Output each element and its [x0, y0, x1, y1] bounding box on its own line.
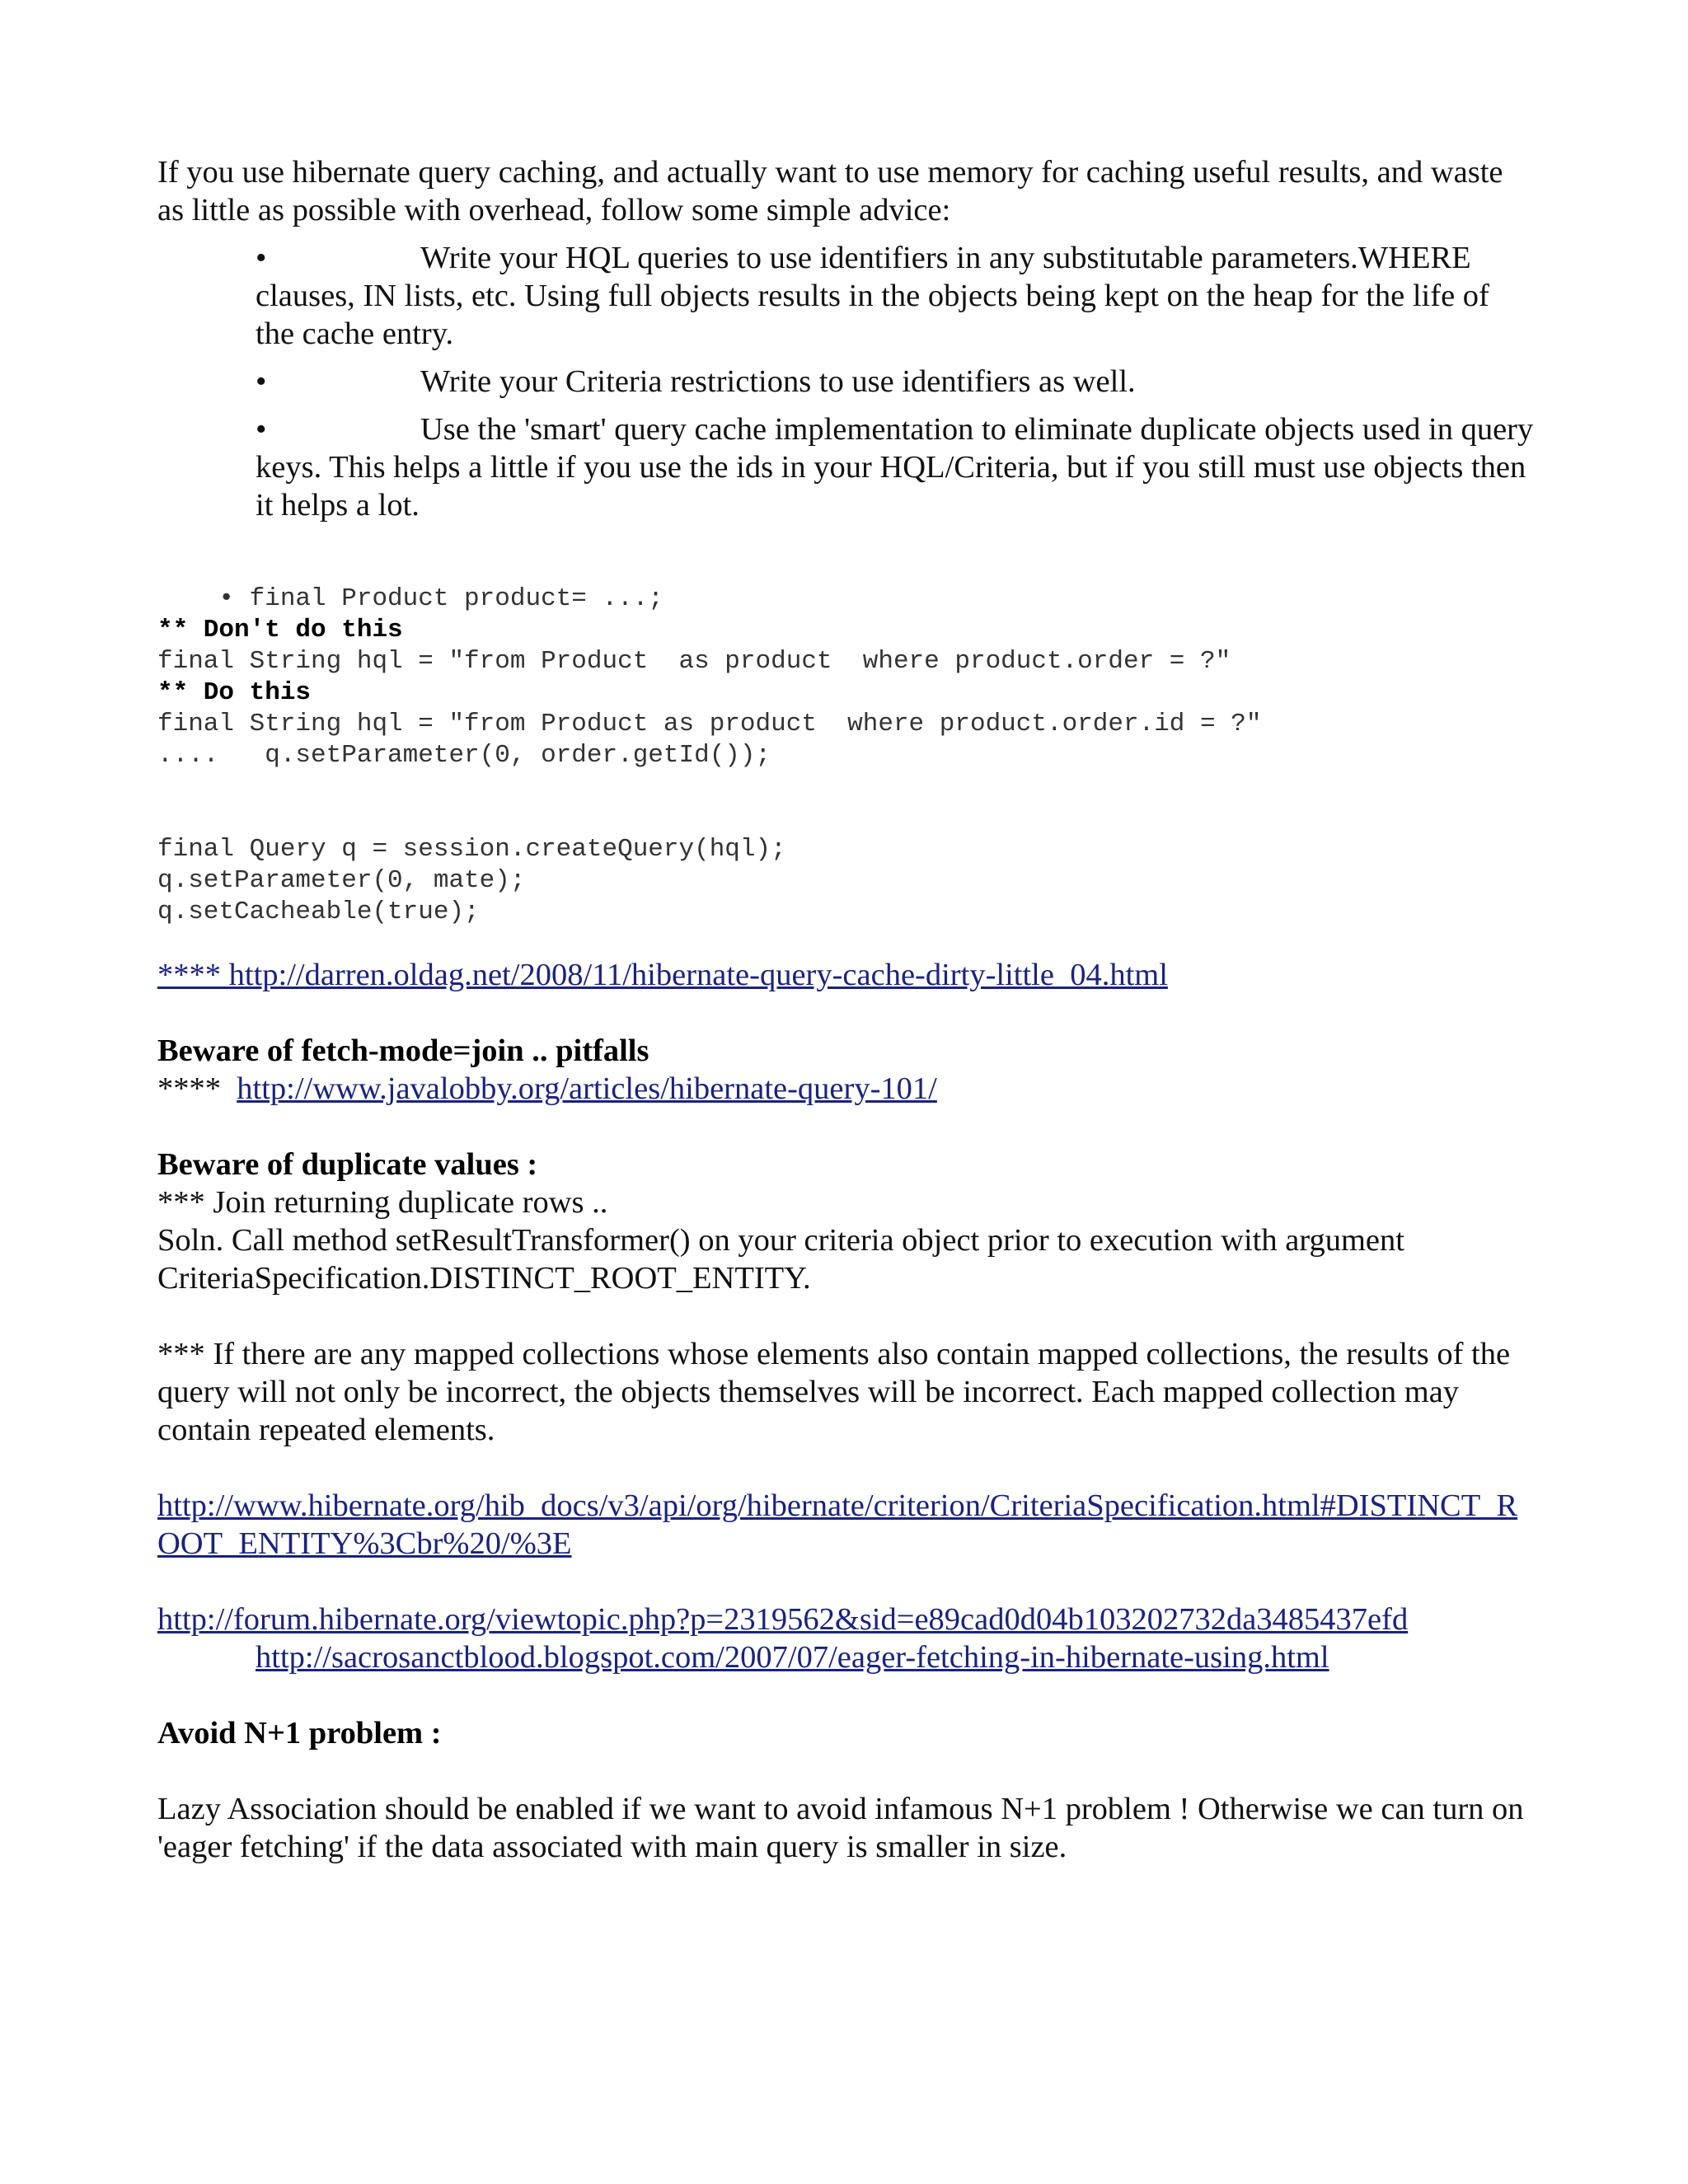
list-item-text: Write your Criteria restrictions to use identifiers as well.: [420, 364, 1136, 399]
solution-line: Soln. Call method setResultTransformer() on your criteria object prior to execution with argument CriteriaSpecification.DISTINCT_ROOT_ENTITY.: [157, 1223, 1404, 1296]
document-page: [157, 153, 1534, 1866]
duplicate-rows-line: *** Join returning duplicate rows ..: [157, 1185, 608, 1220]
code-line: final String hql = "from Product as product where product.order = ?": [157, 647, 1231, 676]
list-item: [256, 410, 1534, 524]
code-comment: ** Do this: [157, 678, 312, 707]
n-plus-one-heading: Avoid N+1 problem :: [157, 1716, 442, 1750]
fetch-mode-line: [157, 1070, 1534, 1108]
bullet-icon: •: [256, 364, 267, 399]
fetch-prefix: ****: [157, 1071, 237, 1106]
code-block-hql: [157, 583, 1534, 771]
code-line: • final Product product= ...;: [157, 584, 663, 613]
lazy-association-paragraph: Lazy Association should be enabled if we want to avoid infamous N+1 problem ! Otherwise we can turn on 'eager fetching' if the data associated with main query is smaller in size.: [157, 1792, 1524, 1864]
code-comment: ** Don't do this: [157, 616, 403, 644]
code-line: q.setParameter(0, mate);: [157, 866, 526, 895]
code-line: [157, 615, 1534, 646]
javalobby-link[interactable]: http://www.javalobby.org/articles/hibernate-query-101/: [237, 1071, 937, 1106]
code-line: .... q.setParameter(0, order.getId());: [157, 741, 771, 770]
list-item-text: Write your HQL queries to use identifiers in any substitutable parameters.WHERE clauses, IN lists, etc. Using full objects results in the objects being kept on the heap for the life of the cache entry.: [256, 241, 1489, 351]
advice-list: [256, 239, 1534, 524]
hibernate-forum-link[interactable]: http://forum.hibernate.org/viewtopic.php?p=2319562&sid=e89cad0d04b103202732da3485437efd: [157, 1602, 1409, 1637]
list-item: [256, 239, 1534, 353]
duplicate-values-heading: Beware of duplicate values :: [157, 1147, 538, 1182]
bullet-icon: •: [256, 412, 267, 447]
list-item: [256, 363, 1534, 401]
bullet-icon: •: [256, 241, 267, 275]
sacrosanctblood-link[interactable]: http://sacrosanctblood.blogspot.com/2007/07/eager-fetching-in-hibernate-using.html: [256, 1640, 1329, 1675]
code-line: final Query q = session.createQuery(hql);: [157, 835, 786, 864]
list-item-text: Use the 'smart' query cache implementation to eliminate duplicate objects used in query keys. This helps a little if you use the ids in your HQL/Criteria, but if you still must use objects then it helps a lot.: [256, 412, 1534, 523]
criteria-specification-link[interactable]: http://www.hibernate.org/hib_docs/v3/api/org/hibernate/criterion/CriteriaSpecification.html#DISTINCT_ROOT_ENTITY%3Cbr%20/%3E: [157, 1488, 1518, 1561]
code-line: [157, 677, 1534, 709]
mapped-collections-paragraph: *** If there are any mapped collections whose elements also contain mapped collections, the results of the query will not only be incorrect, the objects themselves will be incorrect. Each mapped collection may contain repeated elements.: [157, 1337, 1511, 1447]
code-line: q.setCacheable(true);: [157, 898, 480, 926]
fetch-mode-heading: Beware of fetch-mode=join .. pitfalls: [157, 1033, 649, 1068]
darren-oldag-link[interactable]: **** http://darren.oldag.net/2008/11/hibernate-query-cache-dirty-little_04.html: [157, 958, 1168, 992]
code-line: final String hql = "from Product as product where product.order.id = ?": [157, 710, 1262, 738]
code-block-query: [157, 834, 1534, 928]
intro-paragraph: If you use hibernate query caching, and actually want to use memory for caching useful results, and waste as little as possible with overhead, follow some simple advice:: [157, 155, 1503, 227]
